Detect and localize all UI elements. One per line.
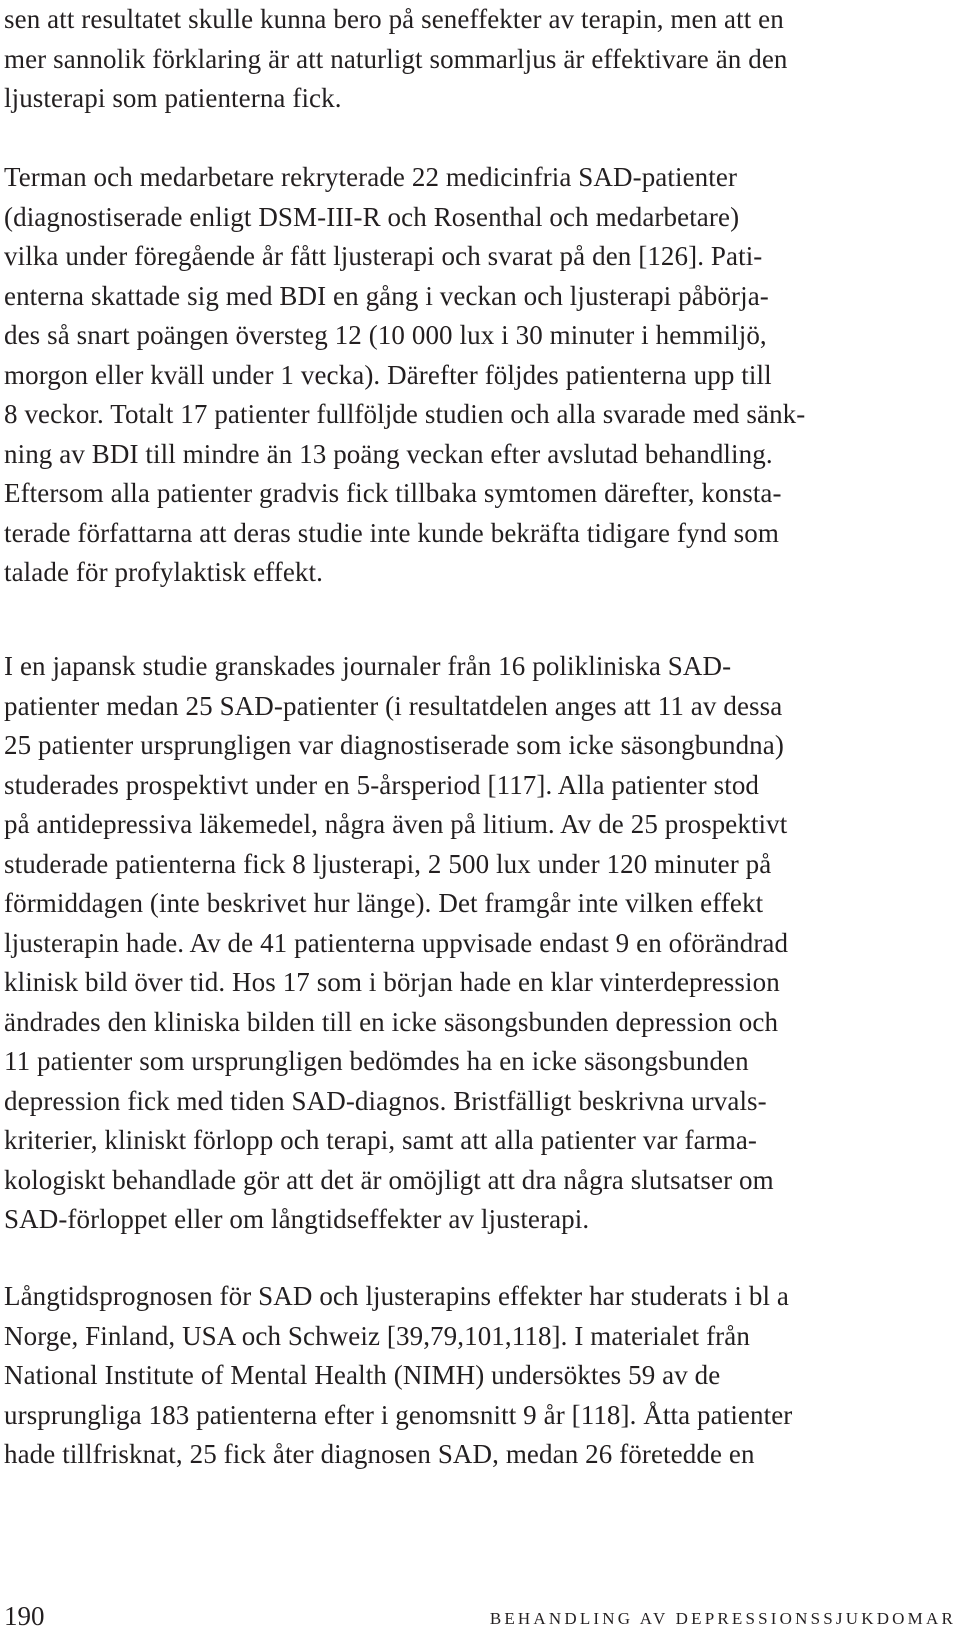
text-line: 8 veckor. Totalt 17 patienter fullföljde studien och alla svarade med sänk- bbox=[4, 399, 806, 429]
text-line: hade tillfrisknat, 25 fick åter diagnosen SAD, medan 26 företedde en bbox=[4, 1439, 755, 1469]
text-line: ning av BDI till mindre än 13 poäng veckan efter avslutad behandling. bbox=[4, 438, 773, 469]
text-line: morgon eller kväll under 1 vecka). Därefter följdes patienterna upp till bbox=[4, 359, 772, 390]
text-line: patienter medan 25 SAD-patienter (i resultatdelen anges att 11 av dessa bbox=[4, 690, 783, 721]
text-line: (diagnostiserade enligt DSM-III-R och Rosenthal och medarbetare) bbox=[4, 201, 740, 232]
text-line: des så snart poängen översteg 12 (10 000 lux i 30 minuter i hemmiljö, bbox=[4, 320, 767, 350]
text-line: ändrades den kliniska bilden till en icke säsongsbunden depression och bbox=[4, 1006, 779, 1037]
text-line: klinisk bild över tid. Hos 17 som i början hade en klar vinterdepression bbox=[4, 967, 780, 997]
paragraph-3 bbox=[4, 647, 944, 1240]
paragraph-2 bbox=[4, 158, 944, 593]
text-line: vilka under föregående år fått ljusterapi och svarat på den [126]. Pati- bbox=[4, 241, 763, 271]
text-line: SAD-förloppet eller om långtidseffekter av ljusterapi. bbox=[4, 1204, 590, 1234]
text-line: Långtidsprognosen för SAD och ljusterapins effekter har studerats i bl a bbox=[4, 1281, 790, 1311]
text-line: 25 patienter ursprungligen var diagnostiserade som icke säsongbundna) bbox=[4, 730, 784, 760]
text-line: på antidepressiva läkemedel, några även på litium. Av de 25 prospektivt bbox=[4, 809, 788, 839]
running-title: BEHANDLING AV DEPRESSIONSSJUKDOMAR bbox=[489, 1609, 956, 1628]
text-line: ljusterapin hade. Av de 41 patienterna uppvisade endast 9 en oförändrad bbox=[4, 927, 789, 958]
text-line: depression fick med tiden SAD-diagnos. Bristfälligt beskrivna urvals- bbox=[4, 1085, 767, 1116]
text-line: Terman och medarbetare rekryterade 22 medicinfria SAD-patienter bbox=[4, 162, 738, 192]
text-line: ursprungliga 183 patienterna efter i genomsnitt 9 år [118]. Åtta patienter bbox=[4, 1399, 793, 1430]
text-line: talade för profylaktisk effekt. bbox=[4, 557, 323, 587]
text-line: 11 patienter som ursprungligen bedömdes ha en icke säsongsbunden bbox=[4, 1046, 749, 1076]
text-line: National Institute of Mental Health (NIMH) undersöktes 59 av de bbox=[4, 1360, 721, 1390]
text-line: Eftersom alla patienter gradvis fick tillbaka symtomen därefter, konsta- bbox=[4, 478, 782, 508]
text-line: studerades prospektivt under en 5-årsperiod [117]. Alla patienter stod bbox=[4, 769, 760, 800]
text-line: studerade patienterna fick 8 ljusterapi, 2 500 lux under 120 minuter på bbox=[4, 848, 772, 879]
text-line: I en japansk studie granskades journaler från 16 polikliniska SAD- bbox=[4, 651, 732, 681]
text-line: sen att resultatet skulle kunna bero på seneffekter av terapin, men att en bbox=[4, 4, 784, 34]
text-line: enterna skattade sig med BDI en gång i veckan och ljusterapi påbörja- bbox=[4, 280, 769, 311]
text-line: kologiskt behandlade gör att det är omöjligt att dra några slutsatser om bbox=[4, 1164, 774, 1195]
text-line: förmiddagen (inte beskrivet hur länge). Det framgår inte vilken effekt bbox=[4, 888, 764, 918]
text-line: kriterier, kliniskt förlopp och terapi, samt att alla patienter var farma- bbox=[4, 1125, 758, 1155]
paragraph-4 bbox=[4, 1277, 944, 1475]
text-line: terade författarna att deras studie inte kunde bekräfta tidigare fynd som bbox=[4, 517, 779, 548]
paragraph-1 bbox=[4, 0, 944, 119]
text-line: mer sannolik förklaring är att naturligt sommarljus är effektivare än den bbox=[4, 43, 788, 74]
text-line: Norge, Finland, USA och Schweiz [39,79,101,118]. I materialet från bbox=[4, 1320, 750, 1351]
page-number: 190 bbox=[4, 1601, 45, 1631]
text-line: ljusterapi som patienterna fick. bbox=[4, 83, 342, 113]
